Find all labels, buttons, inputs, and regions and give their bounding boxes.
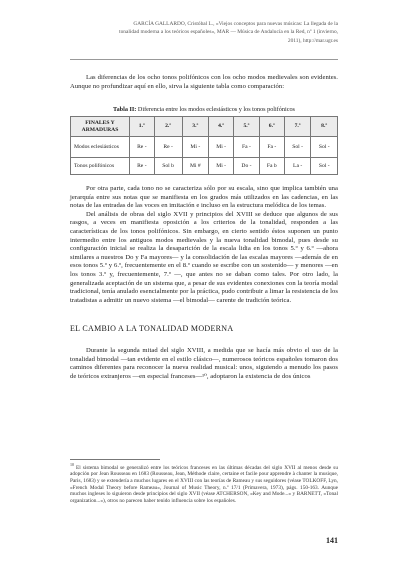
table-caption-label: Tabla II: [113,106,137,113]
table-row-label: Tonos polifónicos [71,158,130,175]
intro-paragraph: Las diferencias de los ocho tonos polifónicos con los ocho modos medievales son evidentes. Aunque no profundizar aquí en ello, sirva la siguiente tabla como comparación: [70,74,338,90]
table-column-header: 6.º [259,117,284,137]
table-cell: Sol - [311,137,338,158]
table-column-header: 4.º [209,117,234,137]
body-paragraph: Del análisis de obras del siglo XVII y principios del XVIII se deduce que algunos de sus rasgos, a veces en manifiesta oposición a los criterios de la tonalidad, responden a las características de los tonos polifónicos. Sin embargo, en cierto sentido éstos suponen un punto intermedio entre los antiguos modos medievales y la nueva tonalidad bimodal, pues desde su configuración inicial se realiza la desaparición de la escala lidia en los tonos 5.º y 6.º —ahora similares a nuestros Do y Fa mayores— y la consolidación de las escalas mayores —además de en esos tonos 5.º y 6.º, frecuentemente en el 8.º cuando se escribe con un sostenido— y menores —en los tonos 3.º y, frecuentemente, 7.º —, que antes no se daban como tales. Por otro lado, la generalizada aceptación de un sistema que, a pesar de sus evidentes conexiones con la teoría modal tradicional, tenía anulado esencialmente por la práctica, pudo contribuir a limar la resistencia de los tratadistas a admitir un nuevo sistema —el bimodal— carente de tradición teórica. [70,210,338,304]
footnote-divider [70,459,160,460]
page-number: 141 [326,536,338,545]
body-paragraph: Durante la segunda mitad del siglo XVIII, a medida que se hacía más obvio el uso de la tonalidad bimodal —tan evidente en el estilo clásico—, numerosos teóricos españoles tomaron dos caminos diferentes para reconocer la nueva realidad musical: unos, siguiendo a menudo los pasos de teóricos extranjeros —en especial franceses—¹⁰, adoptaron la existencia de dos únicos [70,347,338,380]
footnote-text: El sistema bimodal se generalizó entre los teóricos franceses en las últimas décadas del siglo XVII al menos desde su adopción por Jean Rousseau en 1683 (Rousseau, Jean, Méthode claire, certaine et facile pour apprendre à chanter la musique, Paris, 1683) y se extendería a muchos lugares en el XVIII con las teorías de Rameau y sus seguidores (véase TOLKOFF, Lyn, «French Modal Theory before Rameau», Journal of Music Theory, n.º 17/1 (Primavera, 1973), págs. 150-163. Aunque muchos ingleses lo siguieron desde principios del siglo XVII (véase ATCHERSON, «Key and Mode...» y BARNETT, «Tonal organization...»), otros no parecen haber tenido influencia sobre los españoles. [70,464,339,504]
body-block-1 [70,185,338,305]
header-line: GARCÍA GALLARDO, Cristóbal L., «Viejos conceptos para nuevas músicas: La llegada de la [133,21,338,27]
header-divider [70,59,338,60]
table-cell: Mi # [182,158,209,175]
table-column-header: 1.º [130,117,155,137]
table-cell: Fa b [259,158,284,175]
table-cell: Sol b [154,158,182,175]
table-cell: Mi - [209,158,234,175]
intro-paragraph-block [70,74,338,91]
running-header [68,20,338,45]
table-row [71,158,338,175]
table-cell: Do - [234,158,260,175]
table-cell: Re - [154,137,182,158]
body-block-2 [70,347,338,381]
table-cell: Mi - [182,137,209,158]
table-row-label: Modos eclesiásticos [71,137,130,158]
table-cell: Sol - [311,158,338,175]
table-cell: Mi - [209,137,234,158]
footnote [70,462,338,504]
table-cell: Sol - [284,137,311,158]
table-column-header: 2.º [154,117,182,137]
section-title: EL CAMBIO A LA TONALIDAD MODERNA [70,324,234,333]
header-link[interactable]: 2011), http://mar.ugr.es [287,37,338,44]
table-caption [70,106,338,114]
table-cell: Re - [130,158,155,175]
header-line: tonalidad moderna a los teóricos españoles», MAR — Música de Andalucía en la Red, nº 1 (invierno, [119,29,338,36]
comparison-table [70,116,338,175]
table-column-header: 5.º [234,117,260,137]
table-caption-text: Diferencia entre los modos eclesiásticos y los tonos polifónicos [137,106,295,113]
table-column-header: 7.º [284,117,311,137]
table-column-header: 8.º [311,117,338,137]
table-header-label: FINALES Y ARMADURAS [71,117,130,137]
body-paragraph: Por otra parte, cada tono no se caracteriza sólo por su escala, sino que implica también una jerarquía entre sus notas que se manifiesta en los grados más utilizados en las cadencias, en las notas de las entradas de las voces en imitación e incluso en la estructura melódica de los temas. [70,185,338,210]
table-column-header: 3.º [182,117,209,137]
footnote-number: 10 [70,462,74,467]
table-cell: Fa - [234,137,260,158]
table-row [71,137,338,158]
table-cell: Fa - [259,137,284,158]
table-cell: Re - [130,137,155,158]
table-cell: La - [284,158,311,175]
table-header-row [71,117,338,137]
